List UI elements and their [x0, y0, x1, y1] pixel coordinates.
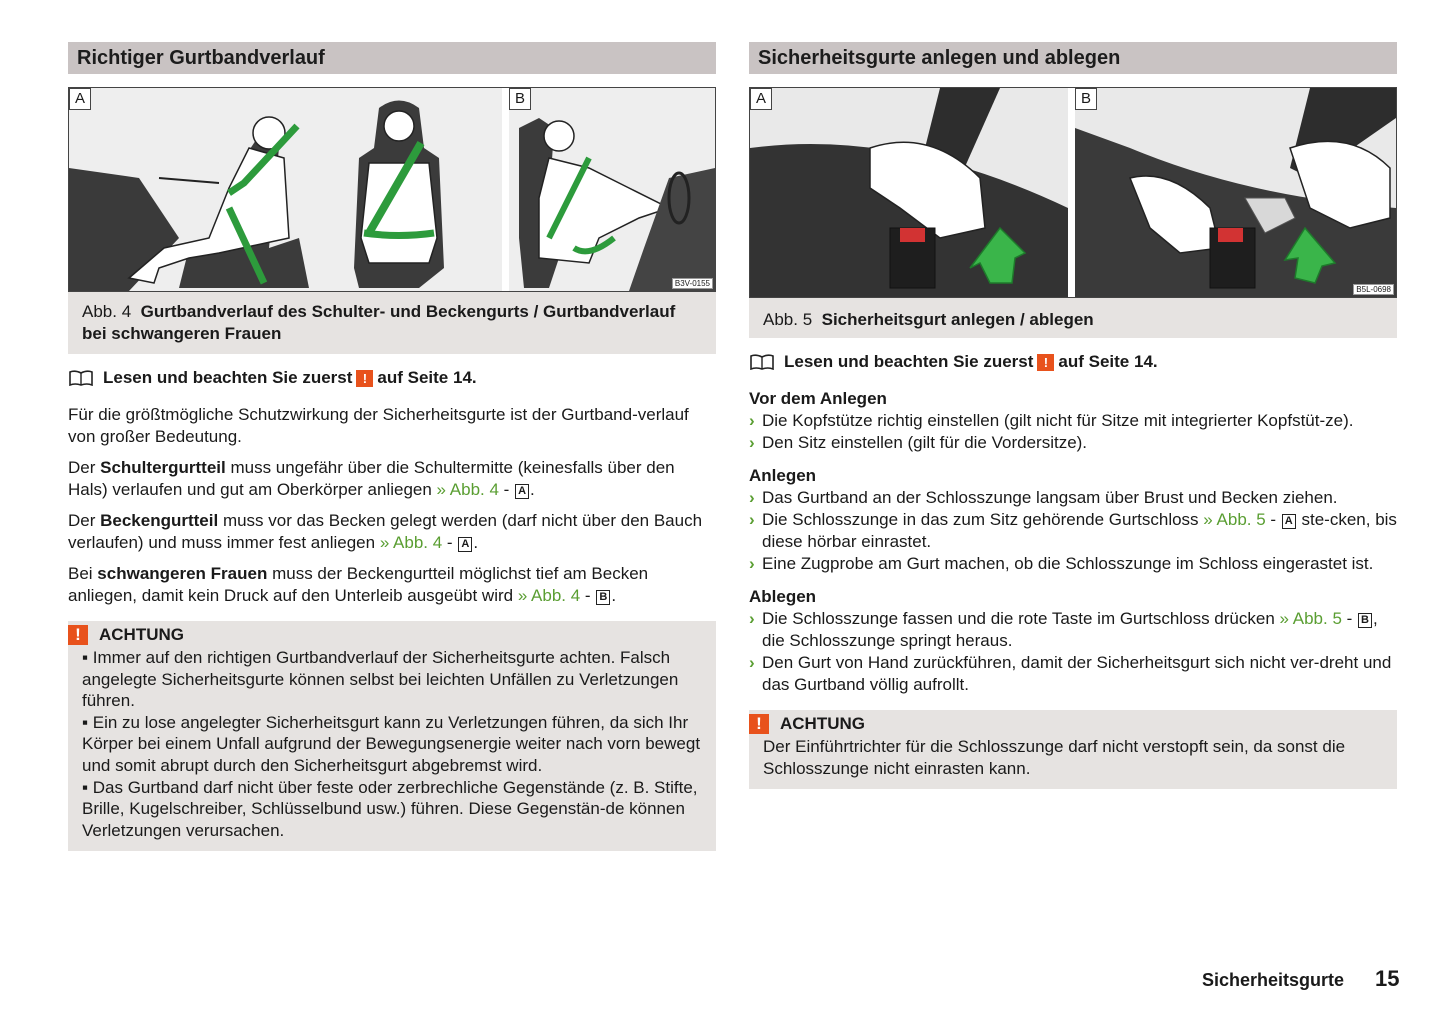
section-heading-gurtbandverlauf: Richtiger Gurtbandverlauf — [68, 42, 716, 74]
read-first-note — [68, 366, 716, 390]
achtung-item: ▪ Ein zu lose angelegter Sicherheitsgurt kann zu Verletzungen führen, da sich Ihr Körper bei einem Unfall aufgrund der Bewegungsenergie weiter nach vorn bewegt und somit abrupt durch den Sicherheitsgurt abgebremst wird. — [82, 712, 701, 775]
abb4-link[interactable]: » Abb. 4 — [379, 533, 443, 552]
chevron-icon: › — [749, 488, 755, 507]
warning-icon: ! — [356, 370, 373, 387]
caption-title: Sicherheitsgurt anlegen / ablegen — [821, 310, 1094, 329]
abb4-link[interactable]: » Abb. 4 — [436, 480, 499, 499]
subheading-ablegen: Ablegen — [749, 587, 817, 606]
abb5-link[interactable]: » Abb. 5 — [1279, 609, 1342, 628]
list-item: › Den Gurt von Hand zurückführen, damit der Sicherheitsgurt sich nicht ver-dreht und das Gurtband völlig aufrollt. — [749, 653, 1392, 694]
read-first-text: Lesen und beachten Sie zuerst — [103, 368, 353, 387]
read-first-note — [749, 350, 1397, 374]
figure-5 — [749, 87, 1397, 298]
chevron-icon: › — [749, 433, 755, 452]
ref-box-a: A — [1282, 514, 1296, 529]
figure-tag-a: A — [69, 88, 91, 110]
ref-box-a: A — [515, 484, 529, 499]
caption-number: Abb. 4 — [82, 302, 132, 321]
figure-4 — [68, 87, 716, 292]
read-first-page-link[interactable]: auf Seite 14. — [1058, 352, 1158, 371]
footer-chapter-title: Sicherheitsgurte — [1202, 970, 1345, 990]
achtung-header — [68, 623, 702, 647]
chevron-icon: › — [749, 554, 755, 573]
figure-5-caption — [749, 298, 1397, 338]
list-item: › Die Schlosszunge fassen und die rote Taste im Gurtschloss drücken » Abb. 5 - B , die Schlosszunge springt heraus. — [749, 609, 1378, 650]
figure-4-illustration — [69, 88, 715, 291]
figure-tag-b: B — [1075, 88, 1097, 110]
list-item: › Eine Zugprobe am Gurt machen, ob die Schlosszunge im Schloss eingerastet ist. — [749, 554, 1374, 573]
list-item: › Die Kopfstütze richtig einstellen (gilt nicht für Sitze mit integrierter Kopfstüt-ze). — [749, 411, 1354, 430]
figure-tag-b: B — [509, 88, 531, 110]
warning-icon: ! — [68, 625, 88, 645]
list-item: › Die Schlosszunge in das zum Sitz gehörende Gurtschloss » Abb. 5 - A ste-cken, bis diese hörbar einrastet. — [749, 510, 1397, 551]
ref-box-b: B — [596, 590, 610, 605]
ref-box-b: B — [1358, 613, 1372, 628]
paragraph-beckengurt: Der Beckengurtteil muss vor das Becken gelegt werden (darf nicht über den Bauch verlaufen) und muss immer fest anliegen » Abb. 4 - A . — [68, 511, 703, 552]
figure-tag-a: A — [750, 88, 772, 110]
achtung-item: ▪ Immer auf den richtigen Gurtbandverlauf der Sicherheitsgurte achten. Falsch angelegte Sicherheitsgurte können selbst bei leichten Unfällen zu Verletzungen führen. — [82, 648, 679, 711]
subheading-vor-dem-anlegen: Vor dem Anlegen — [749, 389, 887, 408]
chevron-icon: › — [749, 411, 755, 430]
list-item: › Den Sitz einstellen (gilt für die Vordersitze). — [749, 433, 1088, 452]
achtung-header — [749, 712, 1383, 736]
paragraph-schultergurt: Der Schultergurtteil muss ungefähr über die Schultermitte (keinesfalls über den Hals) verlaufen und gut am Oberkörper anliegen » Abb. 4 - A . — [68, 458, 675, 499]
book-icon — [69, 370, 93, 386]
chevron-icon: › — [749, 510, 755, 529]
achtung-title: ACHTUNG — [99, 625, 184, 644]
abb5-link[interactable]: » Abb. 5 — [1203, 510, 1266, 529]
figure-code: B5L-0698 — [1353, 284, 1394, 295]
read-first-page-link[interactable]: auf Seite 14. — [377, 368, 477, 387]
paragraph-intro: Für die größtmögliche Schutzwirkung der Sicherheitsgurte ist der Gurtband-verlauf von großer Bedeutung. — [68, 405, 689, 446]
warning-icon: ! — [1037, 354, 1054, 371]
read-first-text: Lesen und beachten Sie zuerst — [784, 352, 1034, 371]
caption-title: Gurtbandverlauf des Schulter- und Beckengurts / Gurtbandverlauf bei schwangeren Frauen — [82, 302, 676, 343]
ref-box-a: A — [458, 537, 472, 552]
abb4-link[interactable]: » Abb. 4 — [517, 586, 581, 605]
section-heading-anlegen-ablegen: Sicherheitsgurte anlegen und ablegen — [749, 42, 1397, 74]
list-item: › Das Gurtband an der Schlosszunge langsam über Brust und Becken ziehen. — [749, 488, 1338, 507]
chevron-icon: › — [749, 609, 755, 628]
figure-4-caption — [68, 292, 716, 354]
subheading-anlegen: Anlegen — [749, 466, 817, 485]
page-number: 15 — [1375, 966, 1400, 991]
right-column — [749, 42, 1397, 789]
figure-code: B3V-0155 — [672, 278, 713, 289]
achtung-box-right — [749, 710, 1397, 789]
achtung-item: ▪ Das Gurtband darf nicht über feste oder zerbrechliche Gegenstände (z. B. Stifte, Brille, Kugelschreiber, Schlüsselbund usw.) führen. Diese Gegenstän-de können Verletzungen verursachen. — [82, 777, 698, 840]
figure-5-illustration — [750, 88, 1396, 297]
left-column — [68, 42, 716, 851]
chevron-icon: › — [749, 653, 755, 672]
achtung-text: Der Einführtrichter für die Schlosszunge darf nicht verstopft sein, da sonst die Schlosszunge nicht einrasten kann. — [763, 737, 1346, 778]
paragraph-schwangere: Bei schwangeren Frauen muss der Beckengurtteil möglichst tief am Becken anliegen, damit kein Druck auf den Unterleib ausgeübt wird » Abb. 4 - B . — [68, 564, 649, 605]
achtung-box-left — [68, 621, 716, 851]
caption-number: Abb. 5 — [763, 310, 813, 329]
warning-icon: ! — [749, 714, 769, 734]
achtung-title: ACHTUNG — [780, 714, 865, 733]
book-icon — [750, 354, 774, 370]
